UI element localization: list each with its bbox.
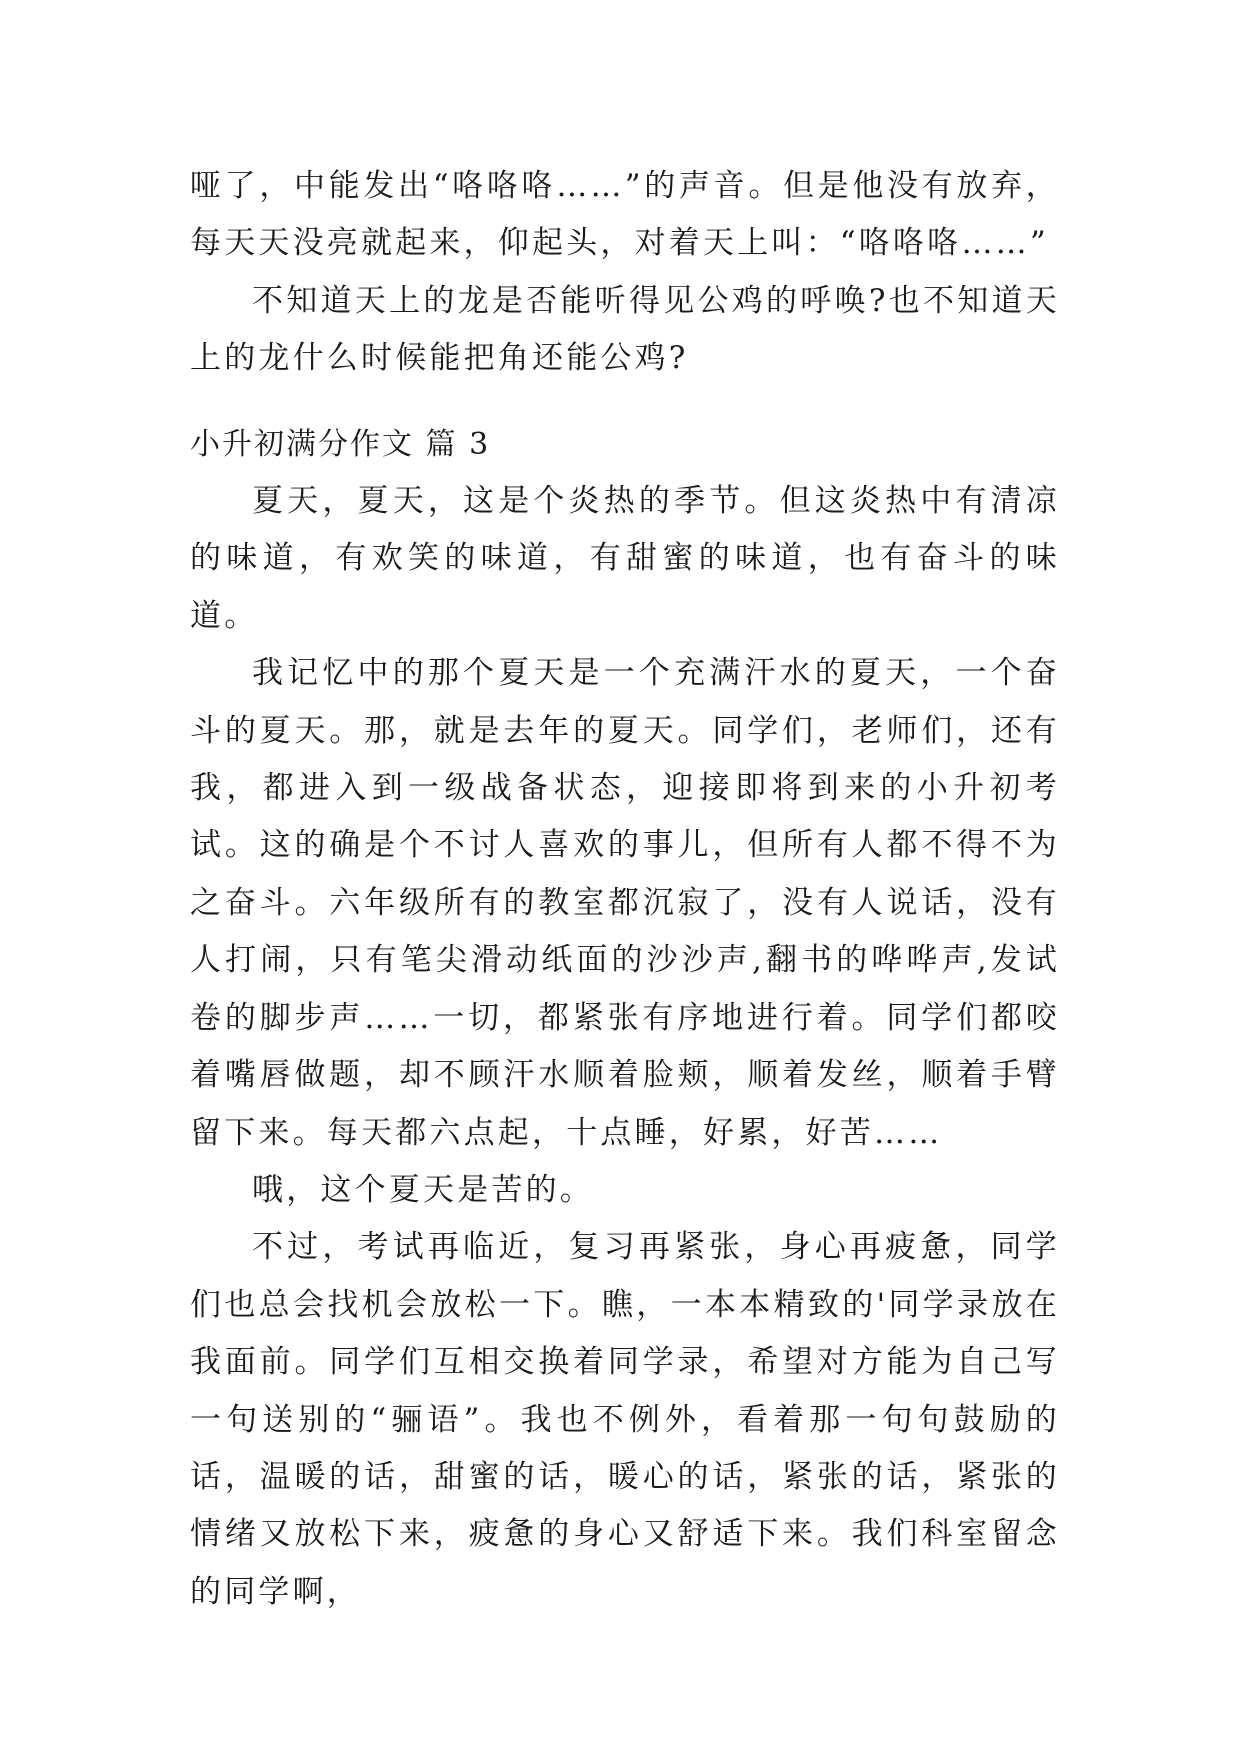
document-body	[190, 158, 1060, 1621]
body-paragraph: 不过，考试再临近，复习再紧张，身心再疲惫，同学们也总会找机会放松一下。瞧，一本本精致的'同学录放在我面前。同学们互相交换着同学录，希望对方能为自己写一句送别的“骊语”。我也不例外，看着那一句句鼓励的话，温暖的话，甜蜜的话，暖心的话，紧张的话，紧张的情绪又放松下来，疲惫的身心又舒适下来。我们科室留念的同学啊，	[190, 1229, 1060, 1610]
body-paragraph: 我记忆中的那个夏天是一个充满汗水的夏天，一个奋斗的夏天。那，就是去年的夏天。同学们，老师们，还有我，都进入到一级战备状态，迎接即将到来的小升初考试。这的确是个不讨人喜欢的事儿，但所有人都不得不为之奋斗。六年级所有的教室都沉寂了，没有人说话，没有人打闹，只有笔尖滑动纸面的沙沙声,翻书的哗哗声,发试卷的脚步声……一切，都紧张有序地进行着。同学们都咬着嘴唇做题，却不顾汗水顺着脸颊，顺着发丝，顺着手臂留下来。每天都六点起，十点睡，好累，好苦……	[190, 655, 1060, 1151]
section-title: 小升初满分作文 篇 3	[190, 426, 491, 462]
continuation-paragraph: 不知道天上的龙是否能听得见公鸡的呼唤?也不知道天上的龙什么时候能把角还能公鸡?	[190, 282, 1060, 377]
continuation-paragraph: 哑了，中能发出“咯咯咯……”的声音。但是他没有放弃，每天天没亮就起来，仰起头，对着天上叫：“咯咯咯……”	[190, 168, 1060, 262]
body-paragraph: 哦，这个夏天是苦的。	[252, 1171, 594, 1208]
body-paragraph: 夏天，夏天，这是个炎热的季节。但这炎热中有清凉的味道，有欢笑的味道，有甜蜜的味道，也有奋斗的味道。	[190, 483, 1060, 634]
